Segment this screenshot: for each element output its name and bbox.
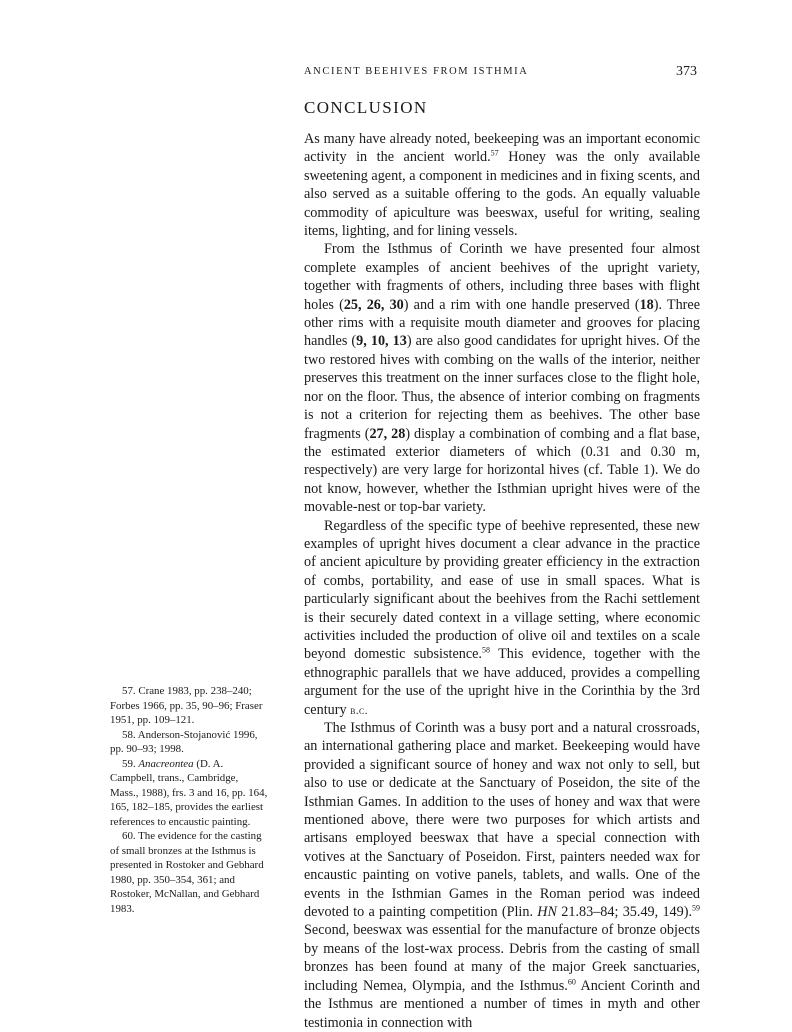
small-caps-text: b.c. xyxy=(350,702,368,717)
text-run: 60. The evidence for the casting of small bronzes at the Isthmus is presented in Rostoker and Gebhard 1980, pp. 350–354, 361; and Rostoker, McNallan, and Gebhard 1983. xyxy=(110,830,264,915)
text-run: The Isthmus of Corinth was a busy port and a natural crossroads, an international gathering place and market. Beekeeping would have provided a significant source of honey and wax not only to sell, but also to use or dedicate at the Sanctuary of Poseidon, the site of the Isthmian Games. In addition to the uses of honey and wax that were mentioned above, there were two purposes for which artists and artisans employed beeswax that have a special connection with votives at the Sanctuary of Poseidon. First, painters needed wax for encaustic painting on votive panels, tablets, and walls. One of the events in the Isthmian Games in the Roman period was indeed devoted to a painting competition (Plin. xyxy=(304,720,700,921)
text-run: Honey was the only available sweetening agent, a component in medicines and in fixing scents, and also served as a suitable offering to the gods. An equally valuable commodity of apiculture was beeswax, useful for writing, sealing items, lighting, and for lining vessels. xyxy=(304,149,700,240)
text-run: ) are also good candidates for upright hives. Of the two restored hives with combing on the walls of the interior, neither preserves this treatment on the inner surfaces close to the flight hole, nor on the floor. Thus, the absence of interior combing on fragments is not a criterion for rejecting them as beehives. The other base fragments ( xyxy=(304,333,700,442)
footnote-ref: 60 xyxy=(567,976,576,986)
text-run: 21.83–84; 35.49, 149). xyxy=(557,904,692,921)
text-run: ) and a rim with one handle preserved ( xyxy=(403,296,640,313)
paragraph xyxy=(304,240,700,516)
page-number: 373 xyxy=(676,64,697,79)
text-run: This evidence, together with the ethnographic parallels that we have adduced, provides a compelling argument for the use of the upright hive in the Corinthia by the 3rd century xyxy=(304,646,701,718)
text-run: Ancient Corinth and the Isthmus are mentioned a number of times in myth and other testimonia in connection with xyxy=(304,977,700,1031)
footnote xyxy=(110,829,268,916)
text-run: ) display a combination of combing and a flat base, the estimated exterior diameters of which (0.31 and 0.30 m, respectively) are very large for horizontal hives (cf. Table 1). We do not know, however, whether the Isthmian upright hives were of the movable-nest or top-bar variety. xyxy=(304,425,700,516)
footnote xyxy=(110,728,268,757)
text-run: 57. Crane 1983, pp. 238–240; Forbes 1966, pp. 35, 90–96; Fraser 1951, pp. 109–121. xyxy=(110,685,263,726)
footnote xyxy=(110,757,268,830)
italic-text: HN xyxy=(537,904,558,921)
catalog-number: 9, 10, 13 xyxy=(356,333,407,350)
footnote-ref: 57 xyxy=(490,148,499,158)
text-run: Regardless of the specific type of beehive represented, these new examples of upright hives document a clear advance in the practice of ancient apiculture by providing greater efficiency in the extraction of combs, portability, and ease of use in small spaces. What is particularly significant about the beehives from the Rachi settlement is their securely dated context in a village setting, where economic activities included the production of olive oil and textiles on a scale beyond domestic subsistence. xyxy=(304,517,700,663)
catalog-number: 27, 28 xyxy=(369,425,406,442)
text-run: From the Isthmus of Corinth we have presented four almost complete examples of ancient beehives of the upright variety, together with fragments of others, including three bases with flight holes ( xyxy=(304,241,700,313)
italic-text: Anacreontea xyxy=(138,757,194,770)
section-title: CONCLUSION xyxy=(304,98,428,117)
paragraph xyxy=(304,517,700,719)
main-text xyxy=(304,130,700,1032)
footnote-ref: 58 xyxy=(481,645,490,655)
text-run: (D. A. Campbell, trans., Cambridge, Mass., 1988), frs. 3 and 16, pp. 164, 165, 182–185, provides the earliest references to encaustic painting. xyxy=(110,757,268,828)
footnote-ref: 59 xyxy=(692,903,700,913)
text-run: 59. xyxy=(122,757,139,770)
text-run: As many have already noted, beekeeping was an important economic activity in the ancient world. xyxy=(304,131,700,166)
catalog-number: 18 xyxy=(639,296,654,313)
footnotes xyxy=(110,684,268,916)
text-run: 58. Anderson-Stojanović 1996, pp. 90–93; 1998. xyxy=(110,728,258,755)
paragraph xyxy=(304,719,700,1032)
text-run: ). Three other rims with a requisite mouth diameter and grooves for placing handles ( xyxy=(304,296,700,350)
running-head: ANCIENT BEEHIVES FROM ISTHMIA xyxy=(304,66,529,77)
text-run: Second, beeswax was essential for the manufacture of bronze objects by means of the lost-wax process. Debris from the casting of small bronzes has been found at many of the major Greek sanctuaries, including Nemea, Olympia, and the Isthmus. xyxy=(304,922,700,994)
footnote xyxy=(110,684,268,728)
catalog-number: 25, 26, 30 xyxy=(343,296,404,313)
paragraph xyxy=(304,130,700,240)
